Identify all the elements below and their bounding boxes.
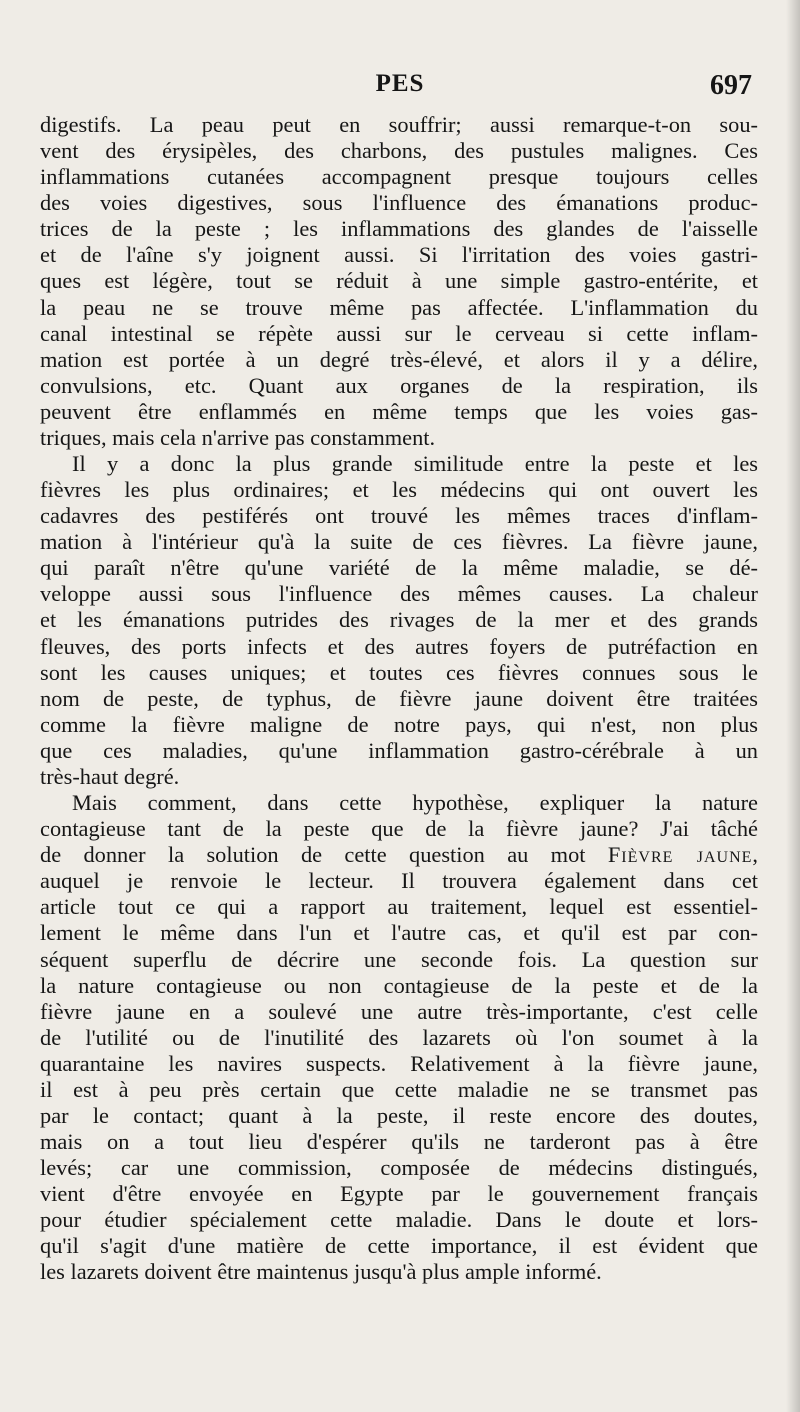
text-line: de donner la solution de cette question au mot Fièvre jaune, (40, 842, 758, 868)
text-line: quarantaine les navires suspects. Relativement à la fièvre jaune, (40, 1050, 758, 1076)
text-line: comme la fièvre maligne de notre pays, qui n'est, non plus (40, 711, 758, 737)
text-line: inflammations cutanées accompagnent presque toujours celles (40, 164, 758, 190)
text-line: fièvre jaune en a soulevé une autre très-importante, c'est celle (40, 998, 758, 1024)
text-line: pour étudier spécialement cette maladie. Dans le doute et lors- (40, 1207, 758, 1233)
text-line: triques, mais cela n'arrive pas constamment. (40, 424, 436, 450)
text-line: convulsions, etc. Quant aux organes de la respiration, ils (40, 372, 758, 398)
text-line: nom de peste, de typhus, de fièvre jaune doivent être traitées (40, 685, 758, 711)
text-line: article tout ce qui a rapport au traitement, lequel est essentiel- (40, 894, 758, 920)
text-line: vent des érysipèles, des charbons, des pustules malignes. Ces (40, 138, 758, 164)
text-line: et de l'aîne s'y joignent aussi. Si l'irritation des voies gastri- (40, 242, 758, 268)
text-line: mation est portée à un degré très-élevé, et alors il y a délire, (40, 346, 758, 372)
text-line: de l'utilité ou de l'inutilité des lazarets où l'on soumet à la (40, 1024, 758, 1050)
text-line: sont les causes uniques; et toutes ces fièvres connues sous le (40, 659, 758, 685)
text-line: la peau ne se trouve même pas affectée. L'inflammation du (40, 294, 758, 320)
text-line: par le contact; quant à la peste, il reste encore des doutes, (40, 1102, 758, 1128)
body-text (40, 112, 758, 1286)
text-line: contagieuse tant de la peste que de la fièvre jaune? J'ai tâché (40, 816, 758, 842)
text-line: digestifs. La peau peut en souffrir; aussi remarque-t-on sou- (40, 112, 758, 137)
paragraph (40, 112, 758, 451)
text-line: que ces maladies, qu'une inflammation gastro-cérébrale à un (40, 737, 758, 763)
text-line: vient d'être envoyée en Egypte par le gouvernement français (40, 1181, 758, 1207)
text-line: veloppe aussi sous l'influence des mêmes causes. La chaleur (40, 581, 758, 607)
paragraph (40, 790, 758, 1285)
text-line: qu'il s'agit d'une matière de cette importance, il est évident que (40, 1233, 758, 1259)
text-line: lement le même dans l'un et l'autre cas, et qu'il est par con- (40, 920, 758, 946)
text-line: les lazarets doivent être maintenus jusqu'à plus ample informé. (40, 1259, 602, 1285)
text-line: séquent superflu de décrire une seconde fois. La question sur (40, 946, 758, 972)
page-edge-shadow (786, 0, 800, 1412)
text-line: ques est légère, tout se réduit à une simple gastro-entérite, et (40, 268, 758, 294)
page-header (40, 70, 760, 104)
text-line: Il y a donc la plus grande similitude entre la peste et les (72, 451, 758, 477)
text-line: cadavres des pestiférés ont trouvé les mêmes traces d'inflam- (40, 503, 758, 529)
text-line: qui paraît n'être qu'une variété de la même maladie, se dé- (40, 555, 758, 581)
text-line: levés; car une commission, composée de médecins distingués, (40, 1155, 758, 1181)
text-line: mais on a tout lieu d'espérer qu'ils ne tarderont pas à être (40, 1129, 758, 1155)
text-line: il est à peu près certain que cette maladie ne se transmet pas (40, 1076, 758, 1102)
text-line: canal intestinal se répète aussi sur le cerveau si cette inflam- (40, 320, 758, 346)
running-head: PES (375, 70, 425, 97)
text-line: Mais comment, dans cette hypothèse, expliquer la nature (72, 790, 758, 816)
text-line: très-haut degré. (40, 763, 180, 789)
text-line: fleuves, des ports infects et des autres foyers de putréfaction en (40, 633, 758, 659)
text-line: auquel je renvoie le lecteur. Il trouvera également dans cet (40, 868, 758, 894)
page-number: 697 (710, 70, 752, 101)
paragraph (40, 451, 758, 790)
text-line: et les émanations putrides des rivages de la mer et des grands (40, 607, 758, 633)
text-line: la nature contagieuse ou non contagieuse de la peste et de la (40, 972, 758, 998)
text-line: des voies digestives, sous l'influence des émanations produc- (40, 190, 758, 216)
text-line: trices de la peste ; les inflammations des glandes de l'aisselle (40, 216, 758, 242)
text-line: mation à l'intérieur qu'à la suite de ces fièvres. La fièvre jaune, (40, 529, 758, 555)
text-line: peuvent être enflammés en même temps que les voies gas- (40, 398, 758, 424)
text-line: fièvres les plus ordinaires; et les médecins qui ont ouvert les (40, 477, 758, 503)
